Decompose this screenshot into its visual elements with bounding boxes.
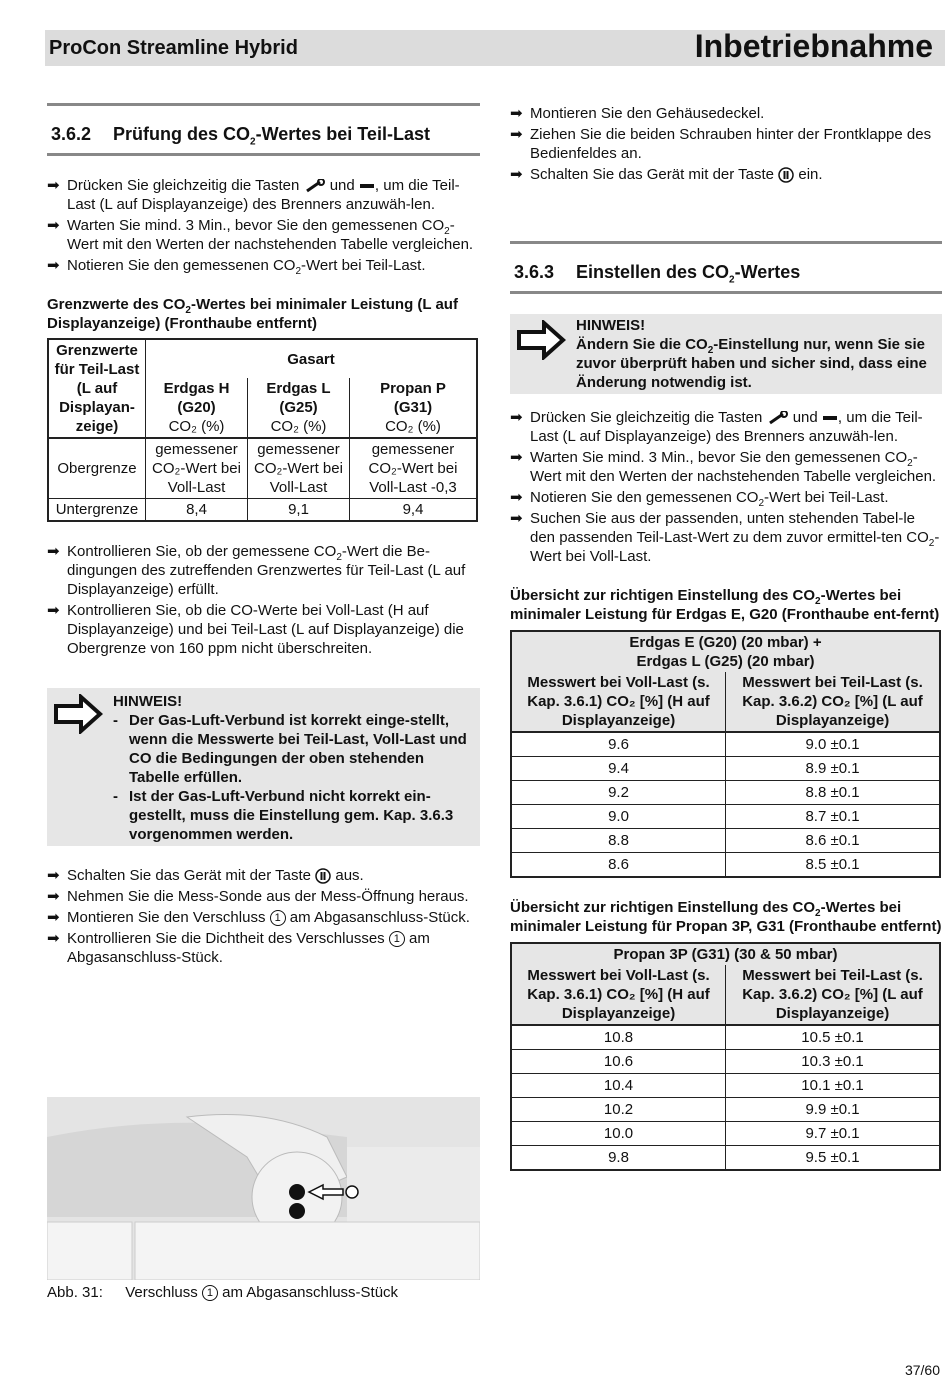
arrow-icon: ➡ — [510, 489, 523, 506]
minus-icon — [359, 181, 375, 191]
table-cell: 8.6 — [511, 853, 726, 878]
table-row — [511, 781, 940, 805]
product-title: ProCon Streamline Hybrid — [49, 37, 298, 59]
list-item: ➡ Notieren Sie den gemessenen $CO_2$-Wert bei Teil-Last. — [510, 489, 889, 509]
arrow-icon: ➡ — [510, 449, 523, 466]
table-cell: 9.7 ±0.1 — [726, 1122, 941, 1146]
flue-connector-illustration — [47, 1097, 480, 1280]
table-cell: 9,1 — [248, 499, 350, 522]
page-header — [45, 30, 945, 66]
right-column — [510, 98, 942, 1171]
pointing-arrow-icon — [53, 694, 103, 734]
steps-list-3 — [47, 866, 480, 967]
table-row — [511, 732, 940, 757]
table-cell: gemessener CO₂-Wert bei Voll-Last — [146, 438, 248, 499]
list-item: ➡ Schalten Sie das Gerät mit der Taste aus. — [47, 867, 364, 884]
table-cell: 10.5 ±0.1 — [726, 1025, 941, 1050]
callout-number: 1 — [270, 910, 286, 926]
list-item: ➡ Kontrollieren Sie die Dichtheit des Verschlusses 1 am Abgasanschluss-Stück. — [47, 930, 430, 966]
arrow-icon: ➡ — [47, 867, 60, 884]
arrow-icon: ➡ — [47, 217, 60, 234]
table-header-full-load: Messwert bei Voll-Last (s. Kap. 3.6.1) CO₂ [%] (H auf Displayanzeige) — [511, 965, 726, 1025]
table-cell: 9.6 — [511, 732, 726, 757]
table-cell: gemessener CO₂-Wert bei Voll-Last -0,3 — [350, 438, 478, 499]
table-cell: 9.2 — [511, 781, 726, 805]
propan-table — [510, 942, 941, 1171]
table-row — [511, 1098, 940, 1122]
list-item: ➡ Drücken Sie gleichzeitig die Tasten und , um die Teil-Last (L auf Displayanzeige) des Brenners anzuwäh-len. — [47, 177, 460, 213]
list-item: ➡ Schalten Sie das Gerät mit der Taste ein. — [510, 166, 823, 183]
table-cell: 8.7 ±0.1 — [726, 805, 941, 829]
arrow-icon: ➡ — [510, 409, 523, 426]
table2-title: Übersicht zur richtigen Einstellung des $CO_2$-Wertes bei minimaler Leistung für Propan 3P, G31 (Fronthaube entfernt) — [510, 899, 942, 935]
erdgas-table — [510, 630, 941, 878]
table-row — [511, 1074, 940, 1098]
table-row — [511, 853, 940, 878]
table-row — [511, 1146, 940, 1171]
table-cell: 9.4 — [511, 757, 726, 781]
list-item: ➡ Kontrollieren Sie, ob die CO-Werte bei Voll-Last (H auf Displayanzeige) und bei Teil-Last (L auf Displayanzeige) die Obergrenze von 160 ppm nicht überschreiten. — [47, 602, 464, 657]
table1-title: Übersicht zur richtigen Einstellung des $CO_2$-Wertes bei minimaler Leistung für Erdgas E, G20 (Fronthaube ent-fernt) — [510, 587, 940, 623]
power-icon — [315, 868, 331, 884]
table-cell: gemessener CO₂-Wert bei Voll-Last — [248, 438, 350, 499]
callout-number: 1 — [202, 1285, 218, 1301]
power-icon — [778, 167, 794, 183]
arrow-icon: ➡ — [47, 888, 60, 905]
chapter-title: Inbetriebnahme — [694, 28, 933, 64]
table-row — [511, 1122, 940, 1146]
note-item: Ist der Gas-Luft-Verbund nicht korrekt ein-gestellt, muss die Einstellung gem. Kap. 3.6.3 vorgenommen werden. — [129, 788, 454, 843]
table-cell: 9.9 ±0.1 — [726, 1098, 941, 1122]
row-label-upper: Obergrenze — [48, 438, 146, 499]
list-item: ➡ Notieren Sie den gemessenen $CO_2$-Wert bei Teil-Last. — [47, 257, 426, 277]
arrow-icon: ➡ — [510, 510, 523, 527]
row-label-lower: Untergrenze — [48, 499, 146, 522]
steps-list-2 — [47, 542, 480, 658]
table-header-gas-l: Erdgas L (G25) CO₂ (%) — [248, 378, 350, 438]
minus-icon — [822, 413, 838, 423]
steps-list-4 — [510, 408, 942, 566]
steps-list-1 — [47, 176, 480, 275]
arrow-icon: ➡ — [510, 126, 523, 143]
table-cell: 9.5 ±0.1 — [726, 1146, 941, 1171]
table-cell: 8.8 — [511, 829, 726, 853]
note-text: Ändern Sie die $CO_2$-Einstellung nur, wenn Sie sie zuvor überprüft haben und sicher sind, dass eine Änderung notwendig ist. — [576, 336, 927, 391]
wrench-icon — [304, 179, 326, 193]
table-row — [511, 805, 940, 829]
table-cell: 8,4 — [146, 499, 248, 522]
table-title: Grenzwerte des $CO_2$-Wertes bei minimaler Leistung (L auf Displayanzeige) (Fronthaube entfernt) — [47, 296, 458, 332]
table-cell: 9,4 — [350, 499, 478, 522]
callout-number: 1 — [389, 931, 405, 947]
table-header-label: Grenzwerte für Teil-Last (L auf Displayan-zeige) — [48, 339, 146, 438]
arrow-icon: ➡ — [47, 909, 60, 926]
table-header-gasart: Gasart — [146, 339, 478, 378]
arrow-icon: ➡ — [47, 602, 60, 619]
list-item: ➡ Kontrollieren Sie, ob der gemessene $CO_2$-Wert die Be-dingungen des zutreffenden Grenzwertes für Teil-Last (L auf Displayanzeige) erfüllt. — [47, 543, 466, 598]
arrow-icon: ➡ — [47, 257, 60, 274]
note-title: HINWEIS! — [576, 317, 646, 334]
table-row — [48, 438, 477, 499]
table-cell: 8.6 ±0.1 — [726, 829, 941, 853]
list-item: ➡ Warten Sie mind. 3 Min., bevor Sie den gemessenen $CO_2$-Wert mit den Werten der nachstehenden Tabelle vergleichen. — [47, 217, 474, 253]
table-header-part-load: Messwert bei Teil-Last (s. Kap. 3.6.2) CO₂ [%] (L auf Displayanzeige) — [726, 965, 941, 1025]
list-item: ➡ Nehmen Sie die Mess-Sonde aus der Mess-Öffnung heraus. — [47, 888, 469, 905]
table-row — [511, 1050, 940, 1074]
table-header-gas: Erdgas E (G20) (20 mbar) + Erdgas L (G25) (20 mbar) — [511, 631, 940, 672]
arrow-icon: ➡ — [47, 177, 60, 194]
note-box — [510, 314, 942, 394]
list-item: ➡ Montieren Sie den Gehäusedeckel. — [510, 105, 765, 122]
steps-list-0 — [510, 104, 942, 184]
table-cell: 10.3 ±0.1 — [726, 1050, 941, 1074]
table-cell: 9.0 ±0.1 — [726, 732, 941, 757]
list-item: ➡ Montieren Sie den Verschluss 1 am Abgasanschluss-Stück. — [47, 909, 470, 926]
wrench-icon — [767, 411, 789, 425]
table-cell: 9.0 — [511, 805, 726, 829]
table-cell: 8.9 ±0.1 — [726, 757, 941, 781]
table-cell: 8.5 ±0.1 — [726, 853, 941, 878]
section-heading-363: 3.6.3 Einstellen des $CO_2$-Wertes — [510, 241, 942, 294]
table-row — [511, 757, 940, 781]
list-item: ➡ Drücken Sie gleichzeitig die Tasten und , um die Teil-Last (L auf Displayanzeige) des Brenners anzuwäh-len. — [510, 409, 923, 445]
figure-caption: Abb. 31: Verschluss 1 am Abgasanschluss-Stück — [47, 1284, 399, 1301]
table-cell: 10.8 — [511, 1025, 726, 1050]
note-item: Der Gas-Luft-Verbund ist korrekt einge-stellt, wenn die Messwerte bei Teil-Last, Voll-Last und CO die Bedingungen der oben stehenden Tabelle erfüllen. — [129, 712, 467, 786]
table-cell: 10.6 — [511, 1050, 726, 1074]
note-box: HINWEIS! - Der Gas-Luft-Verbund ist korrekt einge-stellt, wenn die Messwerte bei Teil-Last, Voll-Last und CO die Bedingungen der oben stehenden Tabelle erfüllen. - Ist der Gas-Luft-Verbund nicht korrekt ein-gestellt, muss die Einstellung gem. Kap. 3.6.3 vorgenommen werden. — [47, 688, 480, 846]
table-cell: 10.4 — [511, 1074, 726, 1098]
arrow-icon: ➡ — [47, 543, 60, 560]
table-header-gas-p: Propan P (G31) CO₂ (%) — [350, 378, 478, 438]
table-header-part-load: Messwert bei Teil-Last (s. Kap. 3.6.2) CO₂ [%] (L auf Displayanzeige) — [726, 672, 941, 732]
left-column — [47, 98, 480, 969]
pointing-arrow-icon — [516, 320, 566, 360]
list-item: ➡ Warten Sie mind. 3 Min., bevor Sie den gemessenen $CO_2$-Wert mit den Werten der nachstehenden Tabelle vergleichen. — [510, 449, 937, 485]
table-row — [48, 499, 477, 522]
table-header-full-load: Messwert bei Voll-Last (s. Kap. 3.6.1) CO₂ [%] (H auf Displayanzeige) — [511, 672, 726, 732]
section-heading-362: 3.6.2 Prüfung des $CO_2$-Wertes bei Teil-Last — [47, 103, 480, 156]
table-cell: 9.8 — [511, 1146, 726, 1171]
table-cell: 10.2 — [511, 1098, 726, 1122]
page-number: 37/60 — [904, 1362, 940, 1378]
arrow-icon: ➡ — [510, 105, 523, 122]
list-item: ➡ Ziehen Sie die beiden Schrauben hinter der Frontklappe des Bedienfeldes an. — [510, 126, 932, 162]
note-title: HINWEIS! — [113, 693, 183, 710]
table-header-gas: Propan 3P (G31) (30 & 50 mbar) — [511, 943, 940, 965]
limits-table — [47, 338, 478, 522]
arrow-icon: ➡ — [47, 930, 60, 947]
table-cell: 8.8 ±0.1 — [726, 781, 941, 805]
table-header-gas-h: Erdgas H (G20) CO₂ (%) — [146, 378, 248, 438]
list-item: ➡ Suchen Sie aus der passenden, unten stehenden Tabel-le den passenden Teil-Last-Wert zu dem zuvor ermittel-ten $CO_2$-Wert bei Voll-Last. — [510, 510, 940, 565]
table-cell: 10.0 — [511, 1122, 726, 1146]
table-row — [511, 829, 940, 853]
arrow-icon: ➡ — [510, 166, 523, 183]
table-row — [511, 1025, 940, 1050]
table-cell: 10.1 ±0.1 — [726, 1074, 941, 1098]
flue-connector-photo — [47, 1097, 480, 1280]
